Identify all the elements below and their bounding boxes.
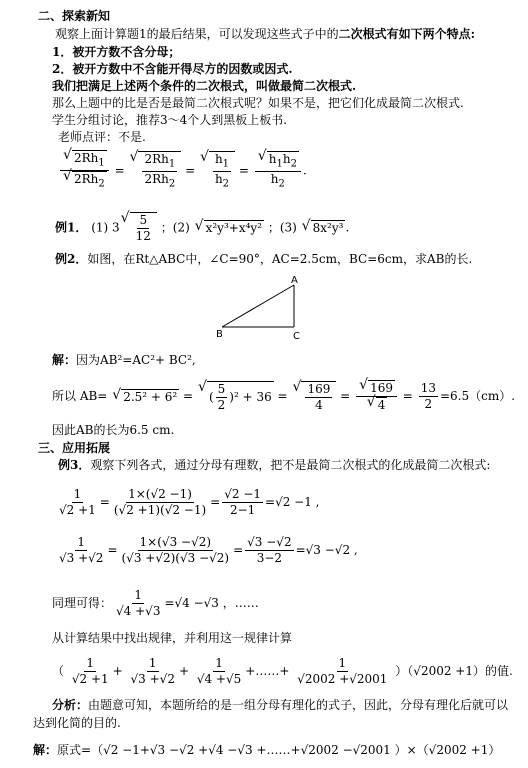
- rationalize-line-1: $\frac{1}{√2 +1}$ = $\frac{1\times(√2 -1)}{(√2 +1)(√2 -1)}$ = $\frac{√2 -1}{2-1}$ =√2 −1 ,: [59, 487, 320, 517]
- triangle-side-ab: [222, 285, 294, 327]
- ratio-equation: √ $2Rh_1$ √ $2Rh_2$ = √ $\frac{2Rh_1}{2Rh_2}$ = √ $\frac{h_1}{h_2}$ = √ $\frac{h_1h_2}{h_2}$ .: [58, 150, 307, 192]
- vertex-b-label: B: [216, 329, 223, 340]
- intro-text: 观察上面计算题1的最后结果，可以发现这些式子中的二次根式有如下两个特点:: [55, 27, 476, 41]
- solution-3: 解：原式=（√2 −1+√3 −√2 +√4 −√3 +……+√2002 −√2001 ）×（√2002 +1）: [33, 743, 501, 757]
- feature-1: 1．被开方数不含分母；: [52, 45, 181, 59]
- group-discussion: 学生分组讨论，推荐3～4个人到黑板上板书.: [52, 113, 288, 127]
- calculation-expression: （ $\frac{1}{√2 +1}$ + $\frac{1}{√3 +√2}$ + $\frac{1}{√4 +√5}$ +……+ $\frac{1}{√2002 +√2001}$ ）（√2002 +1）的值.: [52, 656, 513, 686]
- solution-2-line2: 所以 AB= √ 2.5² + 6² = √ ( $\frac{5}{2}$ )² + 36 = √ $\frac{169}{4}$ = √ 169 √ 4 = $\frac{13}{2}$ =6.5（cm）.: [52, 380, 515, 413]
- vertex-c-label: C: [293, 331, 300, 342]
- analysis-line2: 达到化简的目的.: [33, 716, 121, 730]
- teacher-comment: 老师点评：不是.: [58, 130, 146, 144]
- analysis-line1: 分析：由题意可知，本题所给的是一组分母有理化的式子，因此，分母有理化后就可以: [52, 698, 509, 712]
- section-title-3: 三、应用拓展: [38, 441, 111, 455]
- solution-2-conclusion: 因此AB的长为6.5 cm.: [52, 423, 175, 437]
- rationalize-line-2: $\frac{1}{√3 +√2}$ = $\frac{1\times(√3 -√2)}{(√3 +√2)(√3 -√2)}$ = $\frac{√3 -√2}{3-2}$ =√3 −√2 ,: [59, 535, 358, 565]
- solution-2-line1: 解：因为AB²=AC²+ BC²,: [52, 353, 196, 367]
- example-2: 例2．如图，在Rt△ABC中，∠C=90°，AC=2.5cm，BC=6cm，求AB的长.: [55, 252, 473, 266]
- same-method-line: 同理可得： $\frac{1}{√4 +√3}$ =√4 −√3 ，……: [52, 588, 259, 618]
- definition: 我们把满足上述两个条件的二次根式，叫做最简二次根式.: [52, 79, 357, 93]
- example-3: 例3．观察下列各式，通过分母有理数，把不是最简二次根式的化成最简二次根式:: [58, 458, 491, 472]
- example-1: 例1． (1) 3 √ $\frac{5}{12}$ ；(2) √ x²y³+x⁴y² ；(3) √ 8x²y³ .: [55, 212, 349, 244]
- vertex-a-label: A: [291, 275, 298, 286]
- question: 那么上题中的比是否是最简二次根式呢？如果不是，把它们化成最简二次根式.: [52, 96, 464, 110]
- section-title-2: 二、探索新知: [38, 9, 111, 23]
- find-pattern-text: 从计算结果中找出规律，并利用这一规律计算: [52, 631, 293, 645]
- feature-2: 2．被开方数中不含能开得尽方的因数或因式.: [52, 62, 293, 76]
